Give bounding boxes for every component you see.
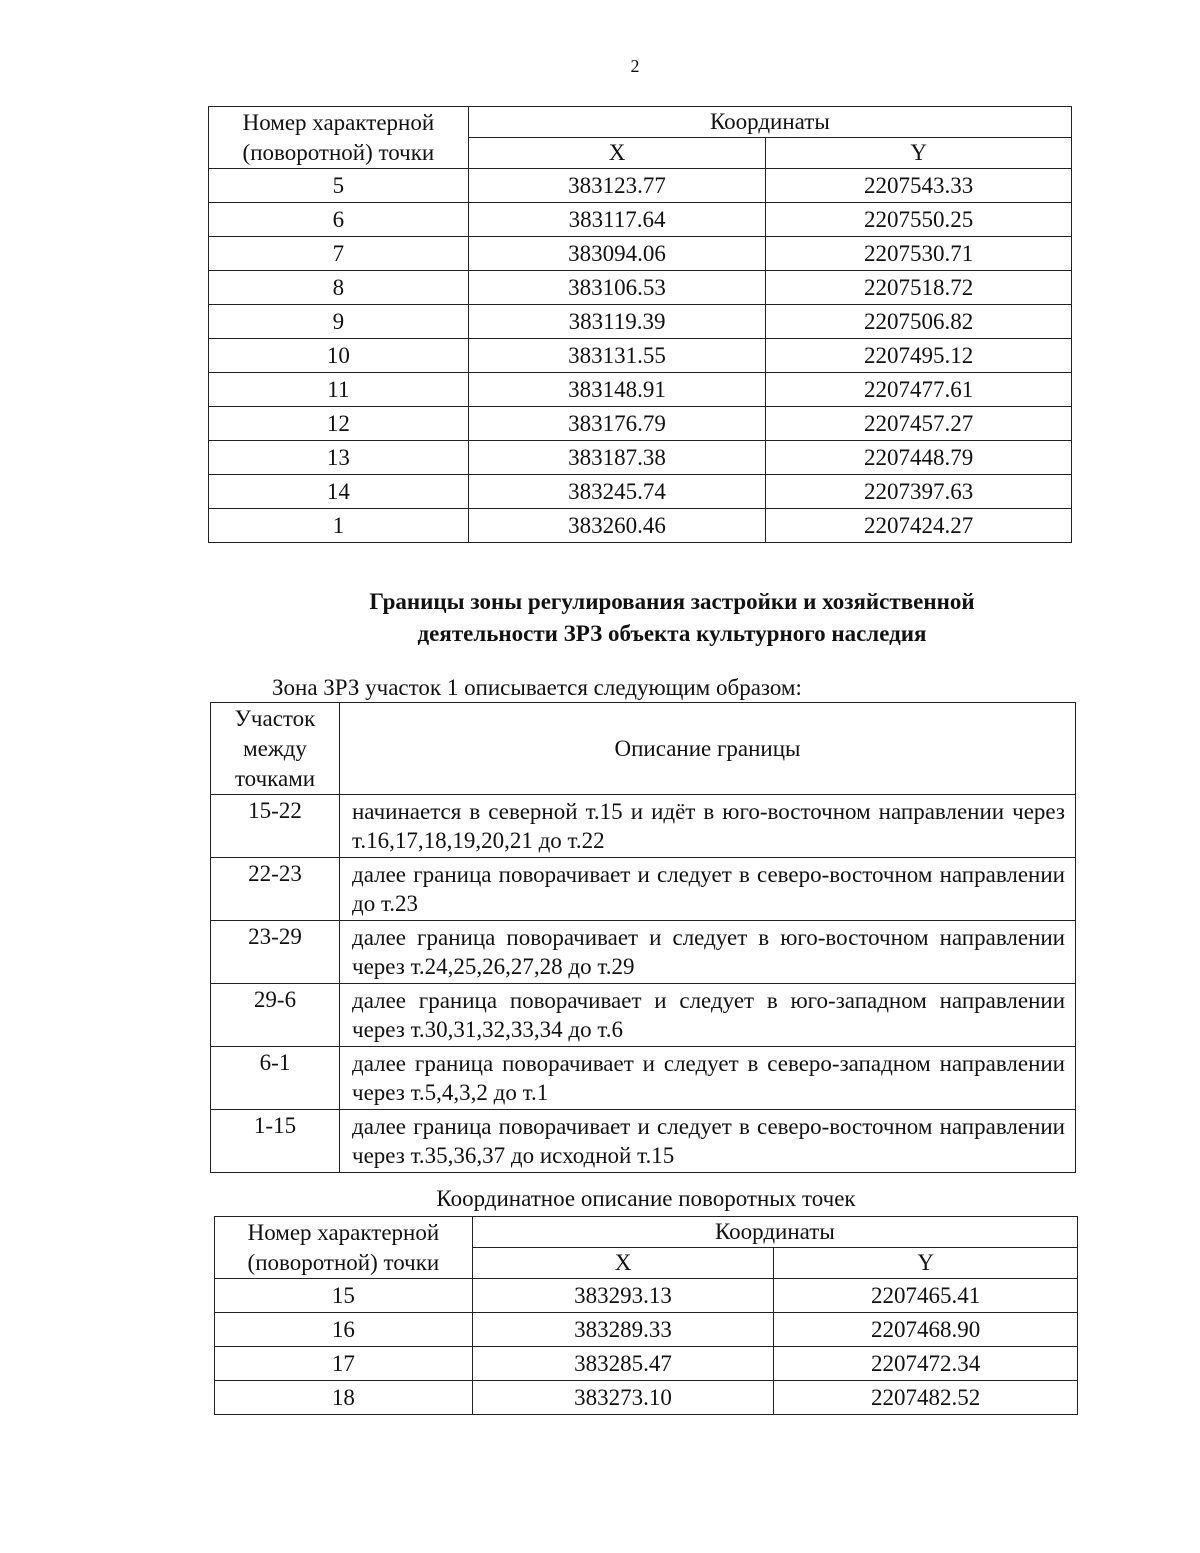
table-row — [209, 441, 1072, 475]
table-row — [209, 373, 1072, 407]
section-heading-line-1: Границы зоны регулирования застройки и хозяйственной — [369, 589, 975, 614]
x-coordinate-cell: 383260.46 — [468, 509, 766, 543]
x-coordinate-cell: 383273.10 — [472, 1381, 774, 1415]
y-coordinate-cell: 2207543.33 — [766, 169, 1072, 203]
x-coordinate-cell: 383187.38 — [468, 441, 766, 475]
table-row — [215, 1347, 1078, 1381]
y-coordinate-cell: 2207550.25 — [766, 203, 1072, 237]
x-coordinate-cell: 383148.91 — [468, 373, 766, 407]
point-number-cell: 13 — [209, 441, 469, 475]
point-number-cell: 18 — [215, 1381, 473, 1415]
description-cell: далее граница поворачивает и следует в юго-восточном направлении через т.24,25,26,27,28 до т.29 — [340, 921, 1076, 984]
description-cell: начинается в северной т.15 и идёт в юго-восточном направлении через т.16,17,18,19,20,21 до т.22 — [340, 795, 1076, 858]
table-row — [209, 475, 1072, 509]
point-number-cell: 10 — [209, 339, 469, 373]
table-row — [209, 407, 1072, 441]
table-row — [209, 203, 1072, 237]
header-x: X — [468, 138, 766, 169]
x-coordinate-cell: 383245.74 — [468, 475, 766, 509]
description-cell: далее граница поворачивает и следует в северо-восточном направлении до т.23 — [340, 858, 1076, 921]
point-number-cell: 8 — [209, 271, 469, 305]
header-coordinates: Координаты — [468, 107, 1071, 138]
segment-cell: 23-29 — [211, 921, 340, 984]
section-heading — [212, 586, 1132, 650]
y-coordinate-cell: 2207457.27 — [766, 407, 1072, 441]
x-coordinate-cell: 383176.79 — [468, 407, 766, 441]
y-coordinate-cell: 2207465.41 — [774, 1279, 1078, 1313]
x-coordinate-cell: 383293.13 — [472, 1279, 774, 1313]
header-x: X — [472, 1248, 774, 1279]
point-number-cell: 1 — [209, 509, 469, 543]
coordinates-table-2 — [214, 1216, 1078, 1415]
page-number: 2 — [630, 56, 640, 76]
table-row — [209, 305, 1072, 339]
y-coordinate-cell: 2207397.63 — [766, 475, 1072, 509]
point-number-cell: 12 — [209, 407, 469, 441]
table-row — [209, 169, 1072, 203]
y-coordinate-cell: 2207448.79 — [766, 441, 1072, 475]
table-row — [211, 795, 1076, 858]
x-coordinate-cell: 383094.06 — [468, 237, 766, 271]
point-number-cell: 16 — [215, 1313, 473, 1347]
table-row — [211, 984, 1076, 1047]
table-row — [209, 271, 1072, 305]
segment-cell: 1-15 — [211, 1110, 340, 1173]
point-number-cell: 14 — [209, 475, 469, 509]
header-description: Описание границы — [340, 703, 1076, 795]
x-coordinate-cell: 383289.33 — [472, 1313, 774, 1347]
section-heading-line-2: деятельности ЗРЗ объекта культурного наследия — [417, 621, 927, 646]
x-coordinate-cell: 383119.39 — [468, 305, 766, 339]
point-number-cell: 9 — [209, 305, 469, 339]
y-coordinate-cell: 2207482.52 — [774, 1381, 1078, 1415]
boundary-description-table — [210, 702, 1076, 1173]
x-coordinate-cell: 383106.53 — [468, 271, 766, 305]
table-row — [215, 1279, 1078, 1313]
header-segment: Участок между точками — [211, 703, 340, 795]
description-cell: далее граница поворачивает и следует в юго-западном направлении через т.30,31,32,33,34 до т.6 — [340, 984, 1076, 1047]
description-cell: далее граница поворачивает и следует в северо-западном направлении через т.5,4,3,2 до т.1 — [340, 1047, 1076, 1110]
x-coordinate-cell: 383123.77 — [468, 169, 766, 203]
segment-cell: 6-1 — [211, 1047, 340, 1110]
table-row — [211, 1110, 1076, 1173]
segment-cell: 29-6 — [211, 984, 340, 1047]
header-y: Y — [774, 1248, 1078, 1279]
table-row — [209, 509, 1072, 543]
point-number-cell: 11 — [209, 373, 469, 407]
segment-cell: 22-23 — [211, 858, 340, 921]
table-row — [215, 1381, 1078, 1415]
description-cell: далее граница поворачивает и следует в северо-восточном направлении через т.35,36,37 до исходной т.15 — [340, 1110, 1076, 1173]
table-row — [211, 921, 1076, 984]
segment-cell: 15-22 — [211, 795, 340, 858]
table-row — [211, 858, 1076, 921]
point-number-cell: 17 — [215, 1347, 473, 1381]
y-coordinate-cell: 2207472.34 — [774, 1347, 1078, 1381]
point-number-cell: 15 — [215, 1279, 473, 1313]
y-coordinate-cell: 2207468.90 — [774, 1313, 1078, 1347]
point-number-cell: 6 — [209, 203, 469, 237]
y-coordinate-cell: 2207495.12 — [766, 339, 1072, 373]
y-coordinate-cell: 2207424.27 — [766, 509, 1072, 543]
header-point-number: Номер характерной (поворотной) точки — [209, 107, 469, 169]
coordinates-table-1 — [208, 106, 1072, 543]
x-coordinate-cell: 383285.47 — [472, 1347, 774, 1381]
x-coordinate-cell: 383117.64 — [468, 203, 766, 237]
table-row — [215, 1313, 1078, 1347]
table-row — [209, 339, 1072, 373]
header-point-number: Номер характерной (поворотной) точки — [215, 1217, 473, 1279]
table-row — [209, 237, 1072, 271]
header-coordinates: Координаты — [472, 1217, 1077, 1248]
zone-intro-text: Зона ЗРЗ участок 1 описывается следующим образом: — [272, 675, 802, 700]
y-coordinate-cell: 2207530.71 — [766, 237, 1072, 271]
y-coordinate-cell: 2207518.72 — [766, 271, 1072, 305]
table-3-caption: Координатное описание поворотных точек — [436, 1186, 856, 1211]
x-coordinate-cell: 383131.55 — [468, 339, 766, 373]
y-coordinate-cell: 2207477.61 — [766, 373, 1072, 407]
point-number-cell: 7 — [209, 237, 469, 271]
y-coordinate-cell: 2207506.82 — [766, 305, 1072, 339]
header-y: Y — [766, 138, 1072, 169]
point-number-cell: 5 — [209, 169, 469, 203]
table-row — [211, 1047, 1076, 1110]
